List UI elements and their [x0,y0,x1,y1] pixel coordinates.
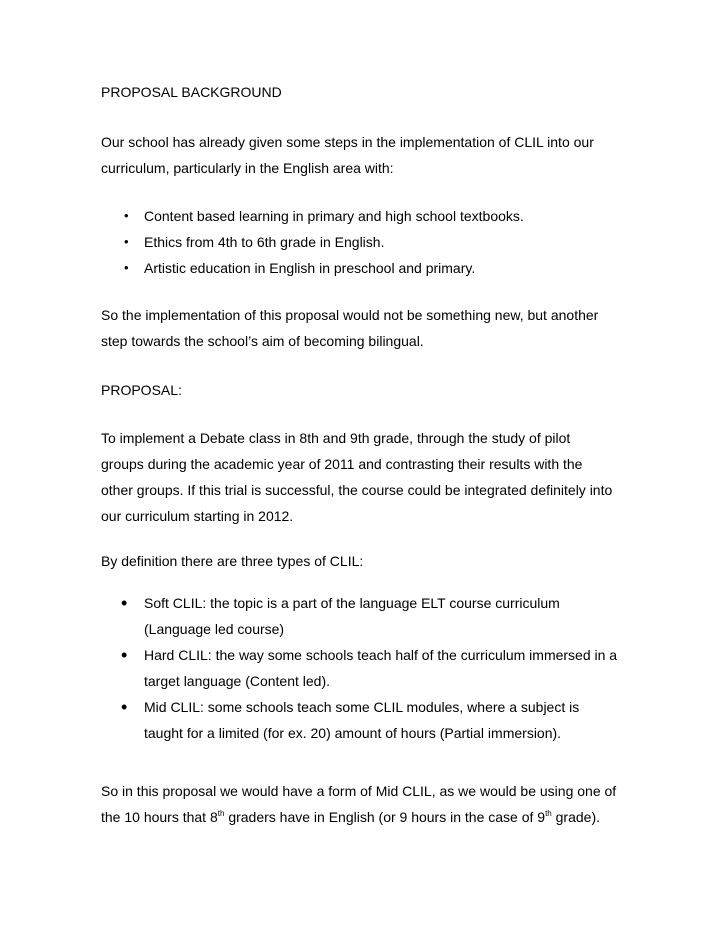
paragraph-proposal [101,425,612,529]
text-line: To implement a Debate class in 8th and 9th grade, through the study of pilot [101,430,571,446]
paragraph-background-summary [101,302,598,354]
clil-types-list [0,590,617,746]
list-item-text: Ethics from 4th to 6th grade in English. [144,234,385,250]
text-line: our curriculum starting in 2012. [101,508,294,524]
text-line: So in this proposal we would have a form of Mid CLIL, as we would be using one of [101,783,617,799]
text-line: groups during the academic year of 2011 and contrasting their results with the [101,456,583,472]
text-line: Soft CLIL: the topic is a part of the language ELT course curriculum [144,595,560,611]
text-line: Hard CLIL: the way some schools teach half of the curriculum immersed in a [144,647,618,663]
text-line: step towards the school’s aim of becoming bilingual. [101,333,424,349]
text-line: curriculum, particularly in the English area with: [101,160,394,176]
list-item-text: Artistic education in English in preschool and primary. [144,260,476,276]
text-line: other groups. If this trial is successful, the course could be integrated definitely into [101,482,613,498]
heading-proposal-background: PROPOSAL BACKGROUND [101,84,282,100]
text-run: grade). [551,809,600,825]
bullet: • [121,645,128,665]
text-line: target language (Content led). [144,673,331,689]
list-item-text [0,642,617,694]
list-item-text [0,590,617,642]
superscript: th [545,809,552,818]
paragraph-intro [101,129,594,181]
list-item-text [0,694,617,746]
list-item [0,642,617,694]
list-item [0,694,617,746]
paragraph-conclusion [101,778,616,830]
heading-proposal: PROPOSAL: [101,382,182,398]
text-line: So the implementation of this proposal would not be something new, but another [101,307,599,323]
text-line: taught for a limited (for ex. 20) amount of hours (Partial immersion). [144,725,562,741]
bullet: • [124,260,129,275]
superscript: th [217,809,225,818]
text-line [101,804,616,830]
bullet: • [124,208,129,223]
bullet: • [124,234,129,249]
text-line: (Language led course) [144,621,285,637]
bullet: • [121,593,128,613]
list-item-text: Content based learning in primary and high school textbooks. [144,208,524,224]
text-run: graders have in English (or 9 hours in the case of 9 [224,809,546,825]
bullet: • [121,697,128,717]
paragraph-clil-types-intro: By definition there are three types of CLIL: [101,553,364,569]
text-run: the 10 hours that 8 [101,809,218,825]
text-line: Mid CLIL: some schools teach some CLIL modules, where a subject is [144,699,580,715]
list-item [0,590,617,642]
text-line: Our school has already given some steps in the implementation of CLIL into our [101,134,594,150]
